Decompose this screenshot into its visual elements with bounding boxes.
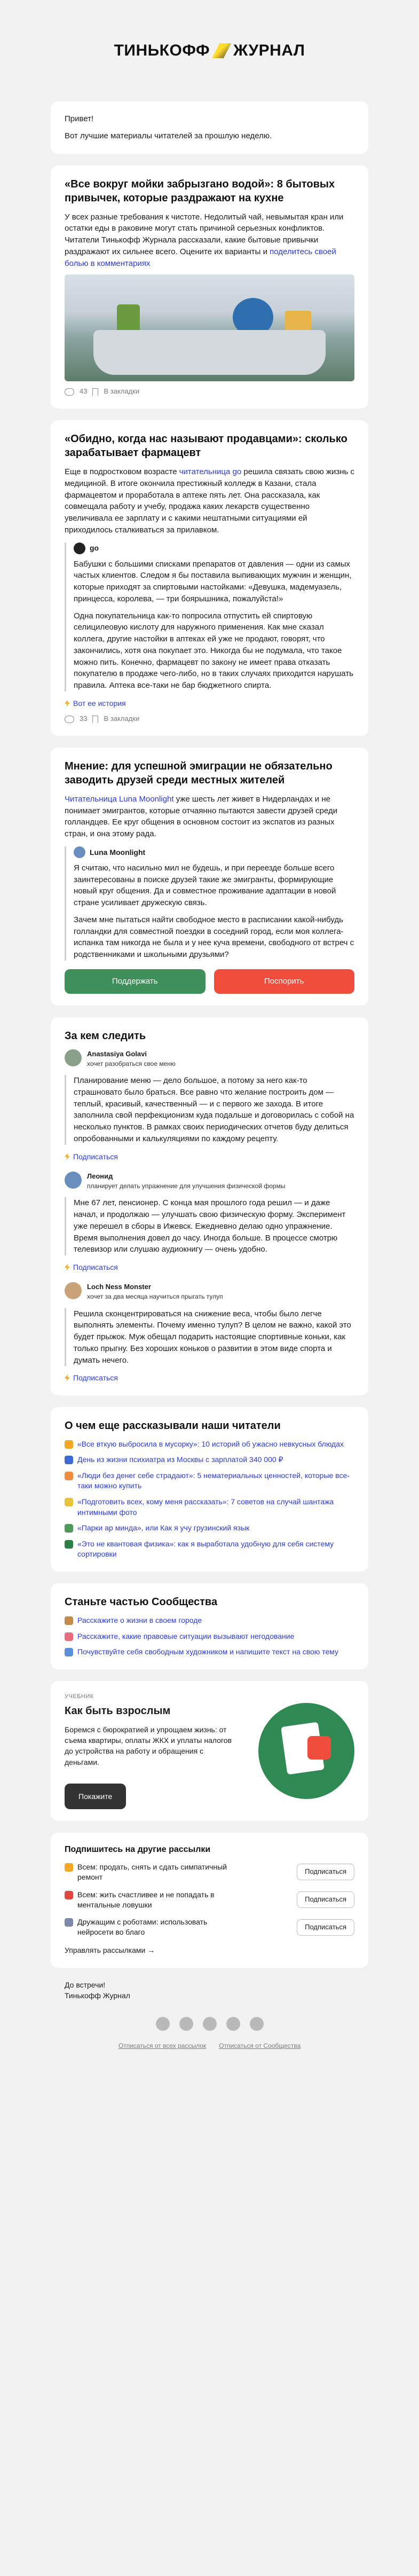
reader-link[interactable]: «Люди без денег себе страдают»: 5 нематериальных ценностей, которые все-таки можно купить [77, 1471, 350, 1490]
signature [51, 1980, 368, 2001]
follow-item [65, 1282, 354, 1383]
quote-block [65, 1197, 354, 1255]
article-body: У всех разные требования к чистоте. Недолитый чай, невымытая кран или остатки еды в раковине могут стать причиной серьезных конфликтов. Читатели Тинькофф Журнала рассказали, какие бытовые привычки раздражают их сильнее всего. Оцените их варианты и [65, 212, 344, 256]
article-photo[interactable] [65, 274, 354, 381]
quote-text: Зачем мне пытаться найти свободное место в расписании какой-нибудь голландки для совместной поездки в соседний город, если моя коллега-испанка там никогда не была и у нее куча времени, свободного от встреч с родственниками и школьными друзьями? [74, 915, 354, 960]
follow-item [65, 1172, 354, 1273]
promo-illustration [258, 1703, 354, 1799]
article-body: Еще в подростковом возрасте [65, 467, 179, 477]
mailing-label: Всем: продать, снять и сдать симпатичный ремонт [77, 1862, 227, 1881]
community-card [51, 1583, 368, 1669]
author-name[interactable]: Loch Ness Monster [87, 1283, 151, 1291]
promo-text: Боремся с бюрократией и упрощаем жизнь: от съема квартиры, оплаты ЖКХ и уплаты налогов до устройства на работу и обращения с деньгами. [65, 1725, 232, 1766]
quote-text: Планирование меню — дело большое, а потому за него как-то страшновато было браться. Все равно что желание построить дом — теплый, красивый, качественный — и с первого же захода. В итоге заполнила свой перфекционизм куда подальше и договорилась с собой на несколько пунктов. В рамках своих периодических отчетов буду делиться опробованными и калькуляциями по каждому рецепту. [74, 1076, 354, 1143]
avatar[interactable] [65, 1172, 82, 1189]
quote-block [65, 1075, 354, 1145]
footer-links [0, 2041, 419, 2051]
farewell: До встречи! [65, 1980, 106, 1989]
quote-author [74, 543, 354, 554]
follow-head[interactable] [65, 1282, 354, 1301]
comment-icon[interactable] [65, 388, 74, 396]
subscribe-button[interactable]: Подписаться [297, 1891, 354, 1908]
promo-label: УЧЕБНИК [65, 1693, 94, 1700]
promo-content [65, 1693, 233, 1809]
list-item[interactable] [65, 1539, 354, 1560]
emoji-icon [65, 1524, 73, 1533]
subscribe-link[interactable]: Подписаться [73, 1373, 118, 1383]
quote-text: Я считаю, что насильно мил не будешь, и при переезде больше всего заинтересованы в поиске друзей такие же эмигранты, формирующие новый круг общения. Да и совместное проживание адаптации в новой стране усиливает дружескую связь. [74, 863, 336, 908]
logo-left: ТИНЬКОФФ [114, 42, 210, 60]
article-meta [65, 714, 354, 724]
mailing-row [65, 1862, 354, 1882]
follow-title: За кем следить [65, 1030, 146, 1042]
social-icons [0, 2017, 419, 2031]
quote-block [65, 543, 354, 692]
article-body: решила связать свою жизнь с медициной. В итоге окончила престижный колледж в Казани, стала фармацевтом и проработала в аптеке пять лет. Она рассказала, как совмещала работу и учебу, продажа каких лекарств существенно увеличивала ее зарплату и с какими нештатными ситуациями ей приходилось сталкиваться за прилавком. [65, 467, 355, 535]
mailing-row [65, 1890, 354, 1910]
community-link[interactable]: Почувствуйте себя свободным художником и напишите текст на свою тему [77, 1647, 339, 1656]
poll-card [51, 748, 368, 1006]
article-text [65, 211, 354, 270]
subscribe-button[interactable]: Подписаться [297, 1919, 354, 1936]
subscribe-link-row[interactable] [65, 1262, 354, 1273]
emoji-icon [65, 1616, 73, 1625]
follow-card [51, 1017, 368, 1395]
telegram-icon[interactable] [179, 2017, 193, 2031]
author-name[interactable]: Леонид [87, 1172, 113, 1181]
youtube-icon[interactable] [203, 2017, 217, 2031]
avatar [74, 543, 85, 554]
comments-link[interactable]: поделитесь своей болью в комментариях [65, 247, 336, 268]
promo-title[interactable]: Как быть взрослым [65, 1705, 171, 1717]
article-meta [65, 387, 354, 397]
bookmark-icon[interactable] [92, 716, 98, 723]
subscribe-button[interactable]: Подписаться [297, 1864, 354, 1880]
readers-title: О чем еще рассказывали наши читатели [65, 1419, 281, 1432]
poll-text [65, 794, 354, 840]
author-goal: хочет за два месяца научиться прыгать тулуп [87, 1293, 223, 1301]
manage-mailings-link[interactable]: Управлять рассылками → [65, 1946, 155, 1955]
mailings-title: Подпишитесь на другие рассылки [65, 1845, 211, 1855]
article-card-kitchen [51, 166, 368, 409]
bookmark-label[interactable]: В закладки [104, 387, 140, 396]
list-item[interactable] [65, 1615, 354, 1626]
mailing-label: Дружащим с роботами: использовать нейросети во благо [77, 1918, 208, 1937]
reader-link[interactable]: «Это не квантовая физика»: как я выработала удобную для себя систему сортировки [77, 1539, 334, 1559]
comment-icon[interactable] [65, 716, 74, 723]
quote-author [74, 846, 354, 858]
avatar [74, 846, 85, 858]
emoji-icon [65, 1891, 73, 1899]
quote-text: Мне 67 лет, пенсионер. С конца мая прошлого года решил — и даже начал, и продолжаю — улучшать свою физическую форму. Эксперимент уже перешел в сборы в Ижевск. Ежедневно делаю одно упражнение. Время выполнения довел до часу. Иногда больше. В процессе смотрю телевизор или слушаю аудиокнигу — очень удобно. [74, 1198, 346, 1254]
intro-card [51, 101, 368, 154]
follow-head[interactable] [65, 1172, 354, 1191]
reader-link[interactable]: «Парки ар минда», или Как я учу грузинский язык [77, 1523, 250, 1533]
comment-count[interactable]: 43 [80, 387, 88, 396]
photo-detail [93, 330, 325, 375]
author-goal: планирует делать упражнение для улучшения физической формы [87, 1182, 286, 1190]
logo-header[interactable] [0, 0, 419, 101]
emoji-icon [65, 1863, 73, 1872]
greeting: Привет! [65, 114, 94, 123]
quote-author-name: Luna Moonlight [90, 847, 146, 857]
logo[interactable] [114, 39, 305, 62]
ok-icon[interactable] [250, 2017, 264, 2031]
intro-text: Вот лучшие материалы читателей за прошлую неделю. [65, 131, 272, 140]
quote-author-name: go [90, 544, 99, 553]
community-link[interactable]: Расскажите о жизни в своем городе [77, 1615, 202, 1624]
readers-card [51, 1407, 368, 1572]
emoji-icon [65, 1440, 73, 1449]
promo-button[interactable]: Покажите [65, 1784, 126, 1809]
quote-block [65, 1308, 354, 1366]
emoji-icon [65, 1456, 73, 1464]
reader-link[interactable]: «Все вткую выбросила в мусорку»: 10 историй об ужасно невкусных блюдах [77, 1439, 344, 1448]
list-item[interactable] [65, 1439, 354, 1450]
mailings-card [51, 1833, 368, 1967]
poll-body: уже шесть лет живет в Нидерландах и не понимает эмигрантов, которые отчаянно пытаются завести друзей среди голландцев. Ее круг общения в основном состоит из экспатов из разных стран, и она этому рада. [65, 794, 338, 839]
lightning-icon [65, 1375, 70, 1381]
mailing-row [65, 1917, 354, 1937]
logo-right: ЖУРНАЛ [233, 42, 305, 60]
comment-count[interactable]: 33 [80, 714, 88, 723]
list-item[interactable] [65, 1647, 354, 1658]
community-link[interactable]: Расскажите, какие правовые ситуации вызывают негодование [77, 1631, 295, 1640]
lightning-icon [65, 1264, 70, 1271]
subscribe-link[interactable]: Подписаться [73, 1152, 118, 1161]
list-item[interactable] [65, 1631, 354, 1642]
list-item[interactable] [65, 1497, 354, 1518]
poll-buttons [65, 969, 354, 994]
bookmark-label[interactable]: В закладки [104, 714, 140, 723]
emoji-icon [65, 1918, 73, 1927]
article-card-pharmacist [51, 420, 368, 736]
community-title: Станьте частью Сообщества [65, 1596, 218, 1608]
logo-shield-icon [212, 43, 231, 58]
list-item[interactable] [65, 1471, 354, 1491]
disagree-button[interactable]: Поспорить [214, 969, 355, 994]
quote-block [65, 846, 354, 961]
sender: Тинькофф Журнал [65, 1991, 130, 2000]
lightning-icon [65, 1153, 70, 1160]
emoji-icon [65, 1648, 73, 1656]
story-link[interactable]: Вот ее история [73, 698, 126, 708]
emoji-icon [65, 1498, 73, 1506]
emoji-icon [65, 1472, 73, 1480]
author-name[interactable]: Anastasiya Golavi [87, 1049, 147, 1058]
author-goal: хочет разобраться свое меню [87, 1059, 176, 1067]
article-text [65, 466, 354, 536]
author-link[interactable]: Читательница Luna Moonlight [65, 794, 174, 804]
emoji-icon [65, 1540, 73, 1549]
quote-text: Бабушки с большими списками препаратов от давления — одни из самых частых клиентов. Следом я бы поставила выпивающих мужчин и женщин, которые приходят за спиртовыми настойками: «Девушка, мадемуазель, принцесса, королева, — три боярышника, пожалуйста!» [74, 559, 352, 603]
article-title[interactable]: «Все вокруг мойки забрызгано водой»: 8 бытовых привычек, которые раздражают на кухне [65, 178, 335, 204]
unsubscribe-all-link[interactable]: Отписаться от всех рассылок [118, 2042, 207, 2050]
list-item[interactable] [65, 1455, 354, 1465]
article-title[interactable]: «Обидно, когда нас называют продавцами»: сколько зарабатывает фармацевт [65, 433, 347, 459]
quote-text: Решила сконцентрироваться на снижение веса, чтобы было легче выполнять элементы. Почему именно тулуп? В целом не важно, какой это будет прыжок. Муж обещал подарить настоящие спортивные коньки, как только прыгну. Без хороших коньков о развитии в этом виде спорта и думать нечего. [74, 1309, 351, 1365]
subscribe-link-row[interactable] [65, 1372, 354, 1383]
vk-icon[interactable] [156, 2017, 170, 2031]
follow-head[interactable] [65, 1049, 354, 1069]
reader-link[interactable]: День из жизни психиатра из Москвы с зарплатой 340 000 ₽ [77, 1455, 283, 1464]
avatar[interactable] [65, 1049, 82, 1066]
reader-link[interactable]: «Подготовить всех, кому меня рассказать»: 7 советов на случай шантажа интимными фото [77, 1497, 334, 1517]
stamp-icon [307, 1736, 331, 1760]
story-link-row[interactable] [65, 698, 354, 709]
quote-text: Одна покупательница как-то попросила отпустить ей спиртовую селицилеовую кислоту для наружного применения. Как мне сказал коллега, другие настойки в аптеках ей уже не продают, говорят, что закончились, хотя она покупает это. Никогда бы не подумала, что такое можно пить. Конечно, фармацевт по закону не имеет права отказать покупателю в продаже чего-либо, но в таких случаях приходится нарушать правила. Аптека все-таки не бар бюджетного спирта. [74, 611, 353, 690]
subscribe-link[interactable]: Подписаться [73, 1263, 118, 1271]
bookmark-icon[interactable] [92, 388, 98, 396]
unsubscribe-community-link[interactable]: Отписаться от Сообщества [219, 2042, 301, 2050]
agree-button[interactable]: Поддержать [65, 969, 205, 994]
author-link[interactable]: читательница go [179, 467, 242, 477]
lightning-icon [65, 700, 70, 706]
subscribe-link-row[interactable] [65, 1151, 354, 1162]
tiktok-icon[interactable] [226, 2017, 240, 2031]
promo-card [51, 1681, 368, 1821]
avatar[interactable] [65, 1282, 82, 1299]
mailing-label: Всем: жить счастливее и не попадать в ментальные ловушки [77, 1890, 215, 1909]
emoji-icon [65, 1632, 73, 1641]
poll-title[interactable]: Мнение: для успешной эмиграции не обязательно заводить друзей среди местных жителей [65, 760, 333, 786]
list-item[interactable] [65, 1523, 354, 1534]
follow-item [65, 1049, 354, 1162]
